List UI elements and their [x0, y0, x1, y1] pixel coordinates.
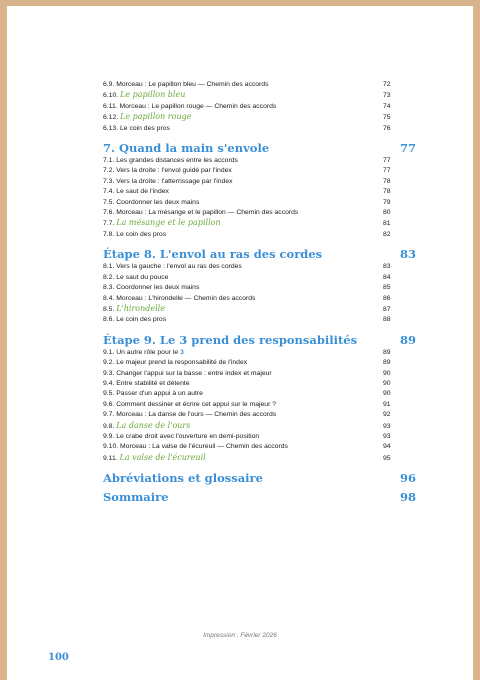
toc-item-label: 8.2. Le saut du pouce	[103, 273, 169, 281]
toc-item-label: 6.9. Morceau : Le papillon bleu — Chemin des accords	[103, 81, 269, 88]
toc-item[interactable]	[103, 187, 413, 197]
toc-item-page: 95	[383, 454, 391, 462]
toc-item-page: 78	[383, 188, 391, 196]
chapter-page: 83	[399, 247, 416, 262]
toc-item-label: 6.12. Le papillon rouge	[103, 112, 192, 122]
toc-item-page: 84	[383, 273, 391, 281]
toc-item[interactable]	[103, 80, 413, 90]
toc-item[interactable]	[103, 294, 413, 304]
toc-item-page: 89	[383, 359, 391, 367]
toc-item-page: 80	[383, 209, 391, 217]
chapter-8-heading[interactable]	[103, 246, 416, 262]
toc-item-label: 6.10. Le papillon bleu	[103, 90, 186, 100]
toc-section-9	[103, 348, 413, 464]
toc-item[interactable]	[103, 421, 413, 432]
toc-item-label: 7.3. Vers la droite : l'atterrissage par l'index	[103, 177, 233, 185]
chapter-title: Étape 8. L'envol au ras des cordes	[103, 247, 323, 262]
toc-item[interactable]	[103, 283, 413, 293]
toc-item[interactable]	[103, 348, 413, 358]
print-date: Impression : Février 2026	[203, 632, 277, 639]
toc-item-page: 92	[383, 411, 391, 419]
chapter-title: 7. Quand la main s'envole	[103, 141, 270, 156]
toc-item-label: 8.3. Coordonner les deux mains	[103, 284, 200, 292]
toc-item-label: 9.1. Un autre rôle pour le 3	[103, 348, 184, 356]
toc-item[interactable]	[103, 389, 413, 399]
toc-item[interactable]	[103, 369, 413, 379]
toc-item[interactable]	[103, 198, 413, 208]
toc-item-page: 93	[383, 422, 391, 430]
toc-item-label: 9.10. Morceau : La valse de l'écureuil — Chemin des accords	[103, 443, 288, 451]
toc-item-page: 90	[383, 390, 391, 398]
toc-item-label: 7.2. Vers la droite : l'envol guidé par l'index	[103, 167, 232, 175]
toc-item[interactable]	[103, 156, 413, 166]
toc-item-page: 75	[383, 114, 391, 122]
toc-item-page: 90	[383, 369, 391, 377]
toc-item[interactable]	[103, 410, 413, 420]
toc-section-7	[103, 156, 413, 240]
toc-item-label: 8.4. Morceau : L'hirondelle — Chemin des accords	[103, 294, 256, 302]
appendix-glossary-heading[interactable]	[103, 470, 416, 486]
toc-item-label: 9.5. Passer d'un appui à un autre	[103, 390, 203, 398]
toc-item-page: 77	[383, 167, 391, 175]
toc-item-page: 94	[383, 443, 391, 451]
toc-item[interactable]	[103, 304, 413, 315]
appendix-summary-heading[interactable]	[103, 489, 416, 505]
chapter-page: 89	[399, 332, 416, 347]
toc-item-page: 82	[383, 230, 391, 238]
toc-item[interactable]	[103, 124, 413, 134]
toc-item[interactable]	[103, 177, 413, 187]
toc-item-label: 9.8. La danse de l'ours	[103, 420, 191, 430]
toc-item-page: 73	[383, 92, 391, 100]
toc-item[interactable]	[103, 166, 413, 176]
toc-item[interactable]	[103, 379, 413, 389]
toc-item[interactable]	[103, 453, 413, 464]
toc-item-label: 8.1. Vers la gauche : l'envol au ras des cordes	[103, 263, 242, 271]
toc-item-label: 7.1. Les grandes distances entre les accords	[103, 157, 238, 165]
toc-item-page: 86	[383, 294, 391, 302]
toc-section-6	[103, 80, 413, 134]
chapter-title: Sommaire	[103, 490, 169, 505]
chapter-title: Étape 9. Le 3 prend des responsabilités	[103, 332, 358, 347]
toc-item-page: 87	[383, 305, 391, 313]
toc-item-page: 81	[383, 220, 391, 228]
toc-item-label: 8.5. L'hirondelle	[103, 303, 165, 313]
toc-item-page: 79	[383, 198, 391, 206]
toc-section-8	[103, 262, 413, 325]
chapter-page: 77	[399, 141, 416, 156]
toc-item-label: 9.4. Entre stabilité et détente	[103, 379, 190, 387]
toc-item-label: 9.7. Morceau : La danse de l'ours — Chemin des accords	[103, 411, 277, 419]
toc-item-page: 83	[383, 263, 391, 271]
toc-item[interactable]	[103, 262, 413, 272]
toc-item[interactable]	[103, 218, 413, 229]
chapter-7-heading[interactable]	[103, 140, 416, 156]
toc-item-label: 7.7. La mésange et le papillon	[103, 218, 221, 228]
toc-item[interactable]	[103, 90, 413, 101]
toc-item[interactable]	[103, 208, 413, 218]
chapter-9-heading[interactable]	[103, 332, 416, 348]
toc-item-label: 6.11. Morceau : Le papillon rouge — Chemin des accords	[103, 102, 277, 110]
toc-item-page: 76	[383, 124, 391, 132]
chapter-page: 96	[399, 471, 416, 486]
toc-item[interactable]	[103, 442, 413, 452]
table-of-contents	[103, 80, 416, 505]
toc-item-page: 77	[383, 157, 391, 165]
toc-item-page: 90	[383, 379, 391, 387]
toc-item[interactable]	[103, 273, 413, 283]
toc-item[interactable]	[103, 400, 413, 410]
toc-item-label: 9.9. Le crabe droit avec l'ouverture en demi-position	[103, 432, 260, 440]
toc-item-page: 88	[383, 316, 391, 324]
toc-item-label: 9.6. Comment dessiner et écrire cet appui sur le majeur ?	[103, 400, 277, 408]
toc-item-page: 85	[383, 284, 391, 292]
toc-item-page: 78	[383, 177, 391, 185]
toc-item-page: 89	[383, 348, 391, 356]
toc-item-page: 93	[383, 432, 391, 440]
toc-item-page: 72	[383, 81, 391, 88]
chapter-title: Abréviations et glossaire	[103, 471, 263, 486]
toc-item-label: 7.4. Le saut de l'index	[103, 188, 169, 196]
page-number: 100	[48, 652, 69, 663]
toc-item-label: 7.6. Morceau : La mésange et le papillon — Chemin des accords	[103, 209, 299, 217]
toc-item-label: 8.6. Le coin des pros	[103, 316, 167, 324]
toc-item-label: 7.5. Coordonner les deux mains	[103, 198, 200, 206]
toc-item[interactable]	[103, 315, 413, 325]
toc-item-label: 7.8. Le coin des pros	[103, 230, 167, 238]
toc-item-page: 91	[383, 400, 391, 408]
chapter-page: 98	[399, 490, 416, 505]
toc-item[interactable]	[103, 102, 413, 112]
toc-item-label: 9.2. Le majeur prend la responsabilité de l'index	[103, 359, 248, 367]
toc-item[interactable]	[103, 112, 413, 123]
toc-item[interactable]	[103, 432, 413, 442]
toc-item-label: 9.11. La valse de l'écureuil	[103, 452, 206, 462]
toc-item[interactable]	[103, 230, 413, 240]
toc-item-label: 9.3. Changer l'appui sur la basse : entre index et majeur	[103, 369, 272, 377]
toc-item[interactable]	[103, 358, 413, 368]
toc-item-page: 74	[383, 102, 391, 110]
toc-item-label: 6.13. Le coin des pros	[103, 124, 170, 132]
